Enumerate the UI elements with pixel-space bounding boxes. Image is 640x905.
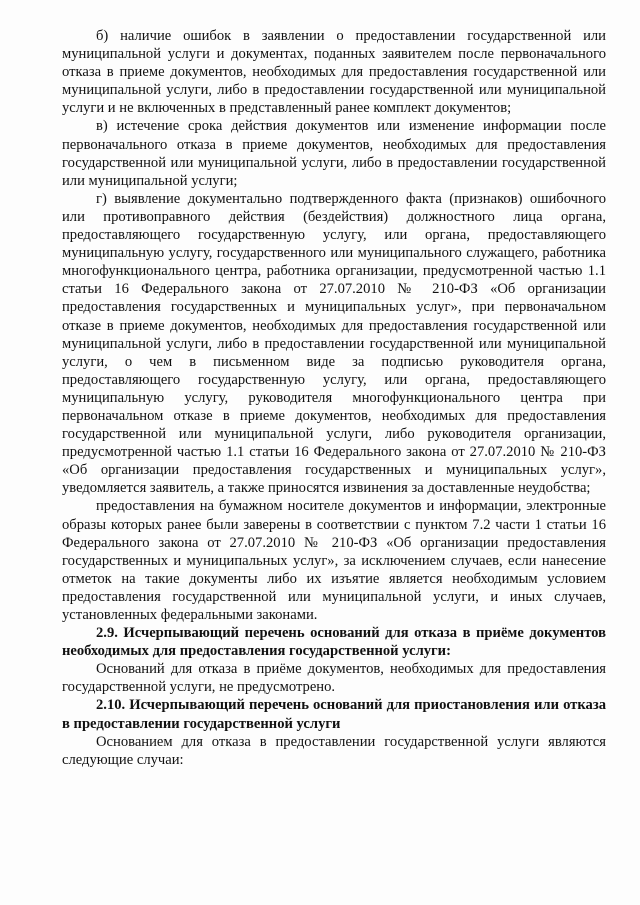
section-2-9-heading: 2.9. Исчерпывающий перечень оснований для отказа в приёме документов необходимых для предоставления государственной услуги: [62,625,606,660]
paragraph-b: б) наличие ошибок в заявлении о предоставлении государственной или муниципальной услуги и документах, поданных заявителем после первоначального отказа в приеме документов, необходимых для предоставления государственной или муниципальной услуги, либо в предоставлении государственной или муниципальной услуги и не включенных в представленный ранее комплект документов; [62,28,606,117]
section-2-10-text: Основанием для отказа в предоставлении государственной услуги являются следующие случаи: [62,733,606,768]
section-2-9-text: Оснований для отказа в приёме документов, необходимых для предоставления государственной услуги, не предусмотрено. [62,661,606,696]
document-body [62,27,606,769]
paragraph-g: г) выявление документально подтвержденного факта (признаков) ошибочного или противоправного действия (бездействия) должностного лица органа, предоставляющего государственную услугу, или органа, предоставляющего муниципальную услугу, государственного или муниципального служащего, работника многофункционального центра, работника организации, предусмотренной частью 1.1 статьи 16 Федерального закона от 27.07.2010 № 210-ФЗ «Об организации предоставления государственных и муниципальных услуг», при первоначальном отказе в приеме документов, необходимых для предоставления государственной или муниципальной услуги, либо в предоставлении государственной или муниципальной услуги, о чем в письменном виде за подписью руководителя органа, предоставляющего государственную услугу, или органа, предоставляющего муниципальную услугу, руководителя многофункционального центра при первоначальном отказе в приеме документов, необходимых для предоставления государственной или муниципальной услуги, либо руководителя организации, предусмотренной частью 1.1 статьи 16 Федерального закона от 27.07.2010 № 210-ФЗ «Об организации предоставления государственных и муниципальных услуг», уведомляется заявитель, а также приносятся извинения за доставленные неудобства; [62,190,606,497]
paragraph-paper-documents: предоставления на бумажном носителе документов и информации, электронные образы которых ранее были заверены в соответствии с пунктом 7.2 части 1 статьи 16 Федерального закона от 27.07.2010 № 210-ФЗ «Об организации предоставления государственных и муниципальных услуг», за исключением случаев, если нанесение отметок на такие документы либо их изъятие является необходимым условием предоставления государственной или муниципальной услуги, и иных случаев, установленных федеральными законами. [62,498,606,623]
section-2-10-heading: 2.10. Исчерпывающий перечень оснований для приостановления или отказа в предоставлении государственной услуги [62,697,606,732]
paragraph-v: в) истечение срока действия документов или изменение информации после первоначального отказа в приеме документов, необходимых для предоставления государственной или муниципальной услуги, либо в предоставлении государственной или муниципальной услуги; [62,118,606,189]
